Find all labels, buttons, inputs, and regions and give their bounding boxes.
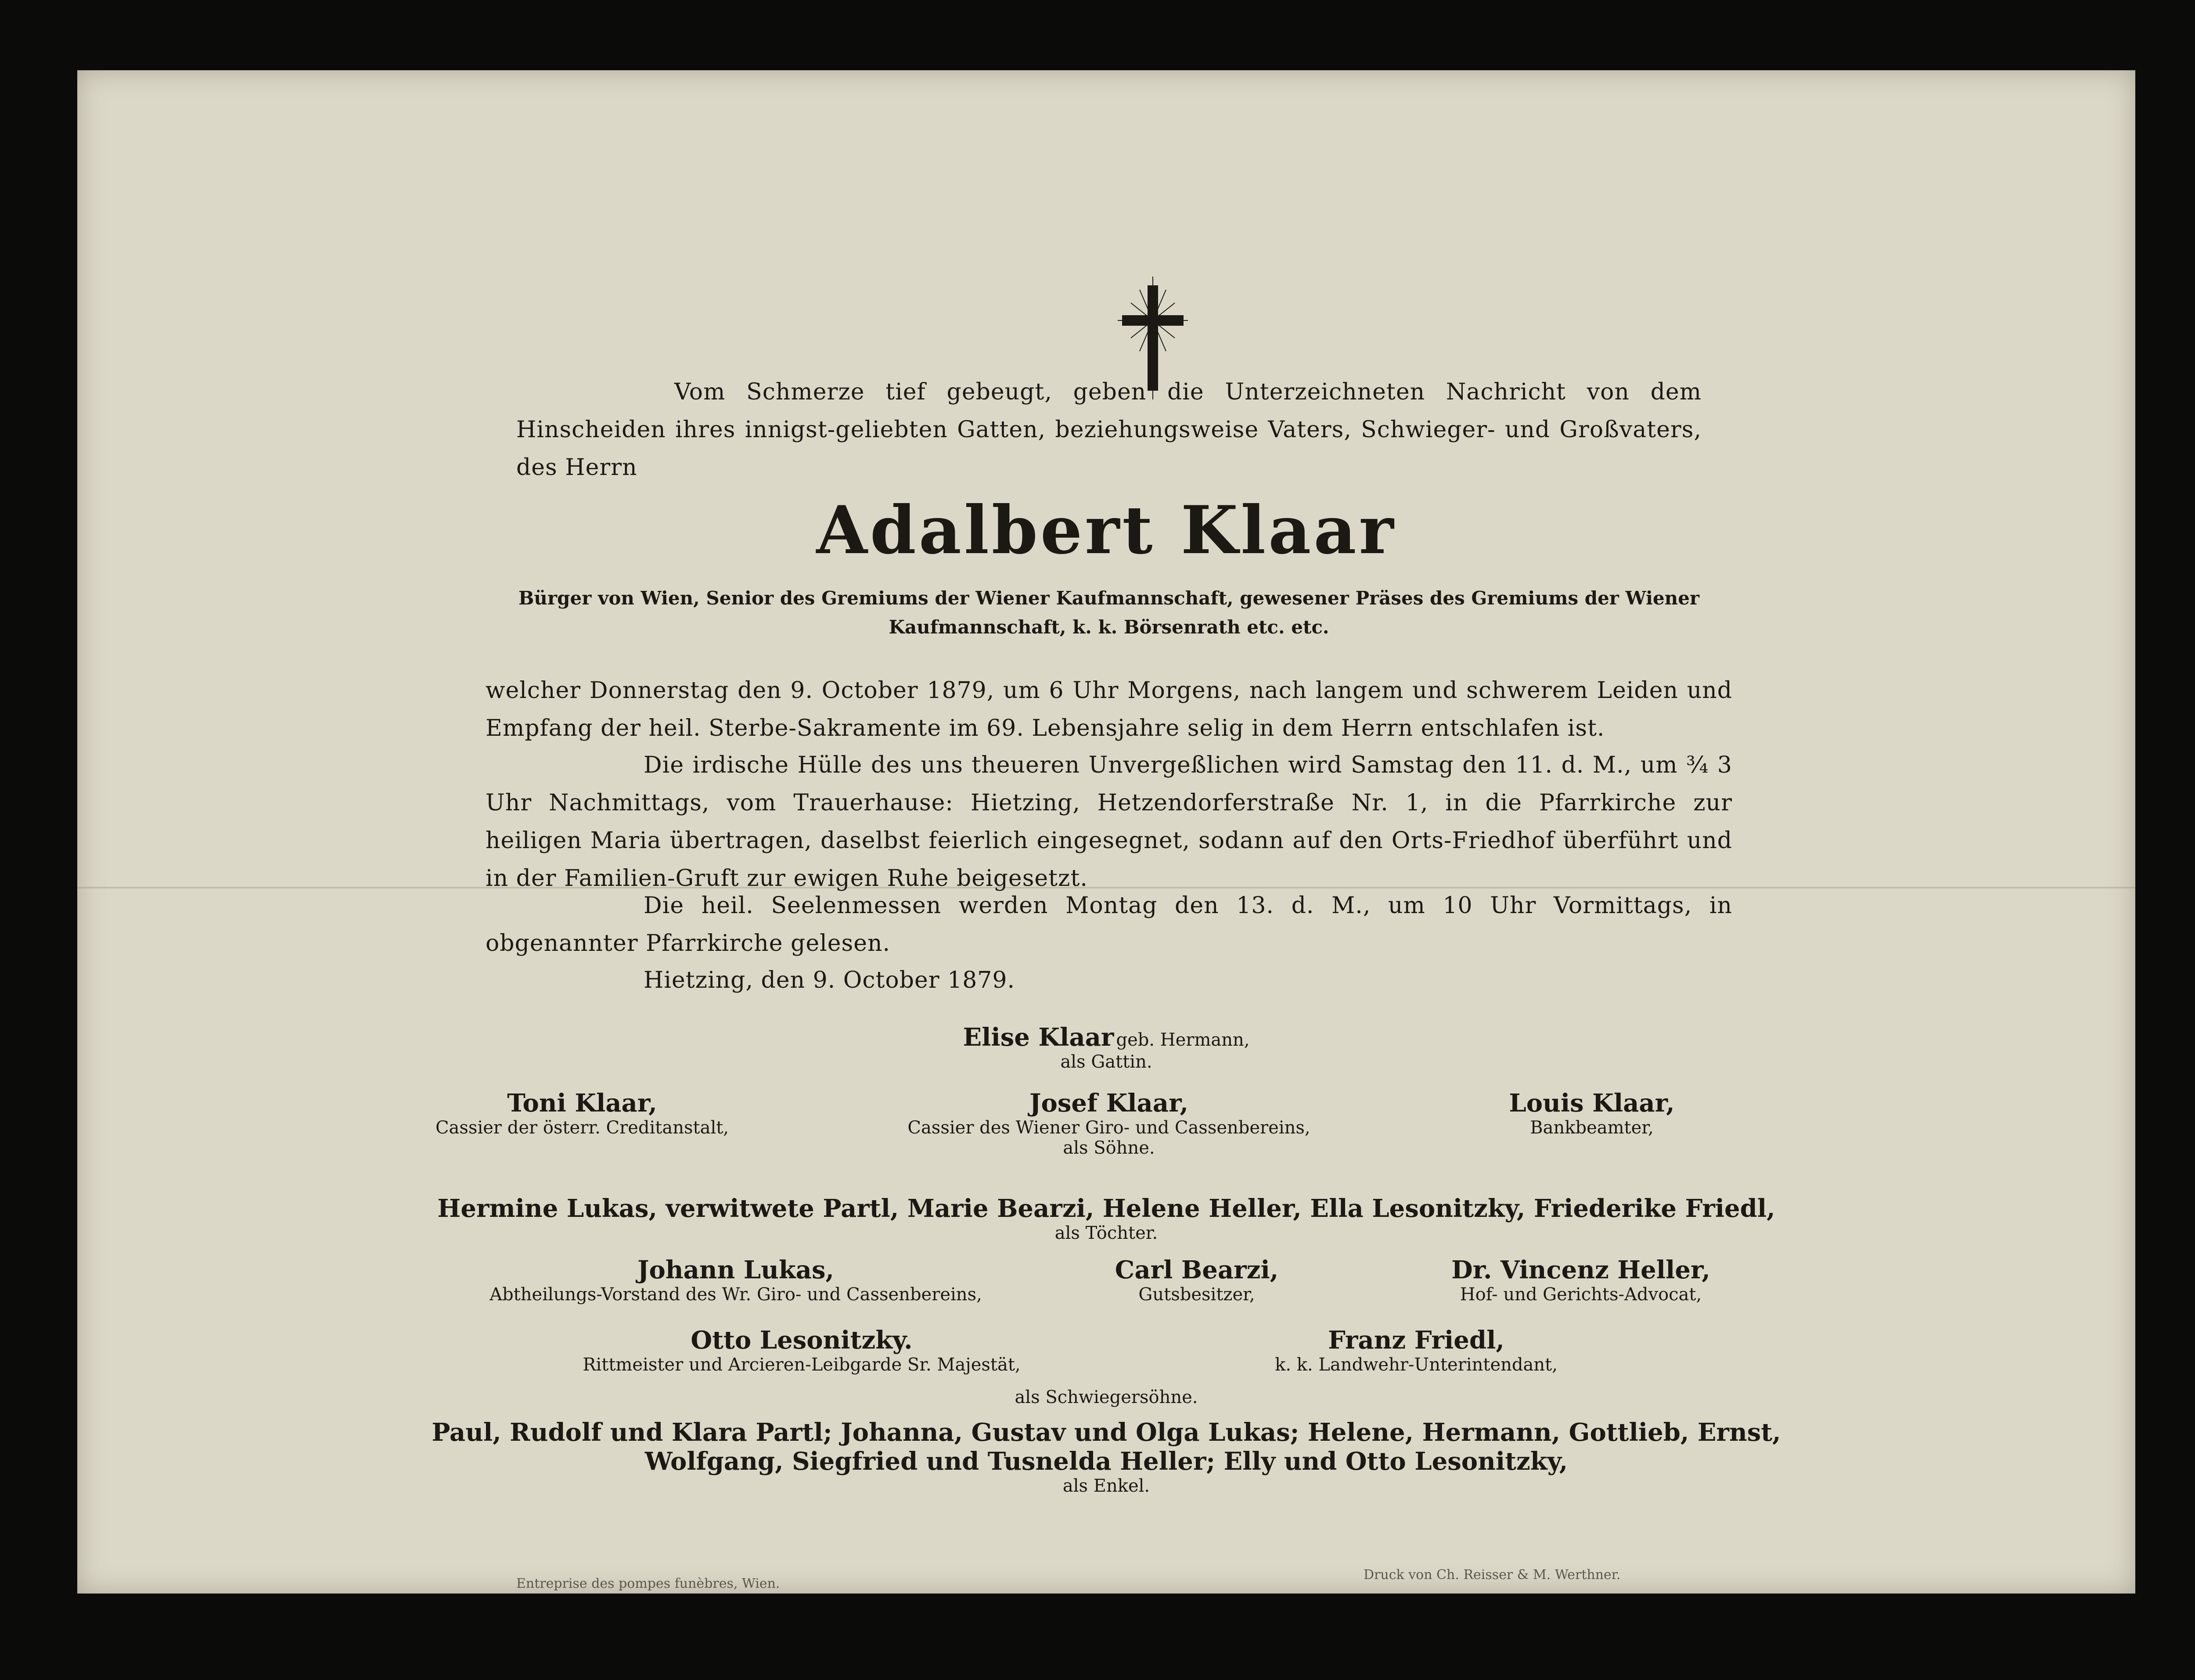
son-role: Cassier der österr. Creditanstalt, [435,1118,729,1138]
deceased-name: Adalbert Klaar [816,492,1396,569]
son-3 [1394,1089,1789,1138]
son-1 [385,1089,780,1138]
daughters-relation: als Töchter. [1054,1223,1158,1243]
son-in-law-role: Abtheilungs-Vorstand des Wr. Giro- und Cassenbereins, [489,1284,982,1305]
son-in-law-name: Franz Friedl, [1328,1326,1504,1355]
son-in-law-3 [1372,1256,1789,1305]
intro-paragraph: Vom Schmerze tief gebeugt, geben die Unterzeichneten Nachricht von dem Hinscheiden ihres innigst-geliebten Gatten, beziehungsweise Vaters, Schwieger- und Großvaters, des Herrn [516,379,1702,481]
son-name: Toni Klaar, [507,1089,657,1118]
sons-relation: als Söhne. [1063,1138,1155,1158]
footer-printer: Druck von Ch. Reisser & M. Werthner. [1364,1567,1621,1583]
son-in-law-4 [516,1326,1087,1375]
son-in-law-5 [1175,1326,1658,1375]
place-date: Hietzing, den 9. October 1879. [644,967,1015,993]
son-role: Cassier des Wiener Giro- und Cassenbereins, [907,1118,1310,1138]
son-in-law-2 [1043,1256,1350,1305]
sons-in-law-relation: als Schwiegersöhne. [1015,1387,1198,1407]
funeral-paragraph: Die irdische Hülle des uns theueren Unvergeßlichen wird Samstag den 11. d. M., um ¾ 3 Uhr Nachmittags, vom Trauerhause: Hietzing, Hetzendorferstraße Nr. 1, in die Pfarrkirche zur heiligen Maria übertragen, daselbst feierlich eingesegnet, sodann auf den Orts-Friedhof überführt und in der Familien-Gruft zur ewigen Ruhe beigesetzt. [486,752,1732,892]
daughters-block [77,1194,2135,1243]
notice-paper [77,70,2135,1594]
grandchildren-block [77,1418,2135,1496]
grandchildren-relation: als Enkel. [1062,1476,1150,1496]
daughters-line: Hermine Lukas, verwitwete Partl, Marie Bearzi, Helene Heller, Ella Lesonitzky, Friederike Friedl, [437,1194,1775,1223]
son-name: Louis Klaar, [1509,1089,1675,1118]
son-in-law-name: Dr. Vincenz Heller, [1451,1256,1710,1284]
death-paragraph: welcher Donnerstag den 9. October 1879, um 6 Uhr Morgens, nach langem und schwerem Leiden und Empfang der heil. Sterbe-Sakramente im 69. Lebensjahre selig in dem Herrn entschlafen ist. [486,677,1732,741]
son-name: Josef Klaar, [1029,1089,1189,1118]
masses-paragraph: Die heil. Seelenmessen werden Montag den 13. d. M., um 10 Uhr Vormittags, in obgenannter Pfarrkirche gelesen. [486,892,1732,957]
son-2 [824,1089,1394,1158]
son-in-law-name: Johann Lukas, [637,1256,834,1284]
footer-undertaker: Entreprise des pompes funèbres, Wien. [516,1576,780,1591]
son-in-law-role: Rittmeister und Arcieren-Leibgarde Sr. Majestät, [583,1355,1021,1375]
widow-relation: als Gattin. [1060,1052,1152,1072]
son-in-law-1 [472,1256,999,1305]
grandchildren-line: Paul, Rudolf und Klara Partl; Johanna, Gustav und Olga Lukas; Helene, Hermann, Gottlieb, Ernst, [432,1418,1781,1447]
grandchildren-line: Wolfgang, Siegfried und Tusnelda Heller; Elly und Otto Lesonitzky, [644,1447,1568,1476]
son-role: Bankbeamter, [1530,1118,1654,1138]
son-in-law-role: Hof- und Gerichts-Advocat, [1460,1284,1702,1305]
widow-name: Elise Klaar [963,1023,1114,1052]
son-in-law-role: k. k. Landwehr-Unterintendant, [1275,1355,1558,1375]
son-in-law-name: Otto Lesonitzky. [691,1326,913,1355]
son-in-law-role: Gutsbesitzer, [1138,1284,1255,1305]
deceased-titles: Bürger von Wien, Senior des Gremiums der Wiener Kaufmannschaft, gewesener Präses des Gremiums der Wiener Kaufmannschaft, k. k. Börsenrath etc. etc. [518,587,1700,638]
widow-maiden-name: geb. Hermann, [1116,1030,1250,1050]
widow-block [77,1023,2135,1072]
son-in-law-name: Carl Bearzi, [1115,1256,1279,1284]
